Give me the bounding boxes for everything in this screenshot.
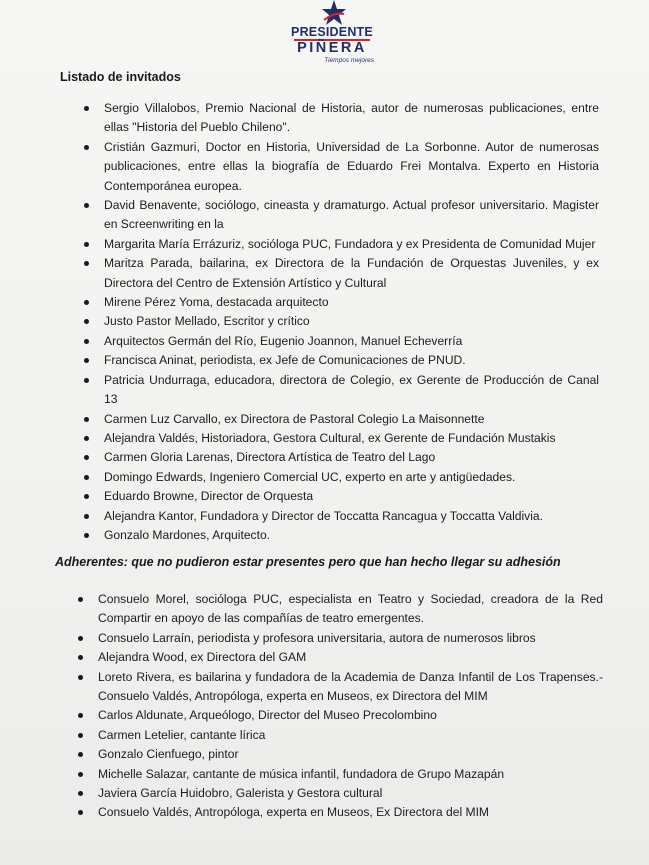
list-item xyxy=(104,99,599,138)
bullet-icon xyxy=(78,713,83,718)
bullet-icon xyxy=(84,300,89,305)
list-item-text: Gonzalo Cienfuego, pintor xyxy=(98,747,239,762)
bullet-icon xyxy=(78,752,83,757)
invitados-list xyxy=(104,99,599,545)
list-item xyxy=(98,745,603,764)
list-item-text: Javiera García Huidobro, Galerista y Gestora cultural xyxy=(98,786,383,801)
list-item xyxy=(104,293,599,312)
list-item xyxy=(98,784,603,803)
list-item-text: Alejandra Wood, ex Directora del GAM xyxy=(98,650,307,665)
list-item-text: Patricia Undurraga, educadora, directora de Colegio, ex Gerente de Producción de Canal 13 xyxy=(104,372,599,407)
list-item xyxy=(98,803,603,822)
list-item-text: Consuelo Larraín, periodista y profesora universitaria, autora de numerosos libros xyxy=(98,630,536,645)
list-item xyxy=(98,629,603,648)
list-item-text: David Benavente, sociólogo, cineasta y dramaturgo. Actual profesor universitario. Magister en Screenwriting en la xyxy=(104,198,599,232)
list-item xyxy=(104,254,599,293)
bullet-icon xyxy=(84,339,89,344)
list-item-text: Margarita María Errázuriz, socióloga PUC, Fundadora y ex Presidenta de Comunidad Mujer xyxy=(104,236,596,251)
list-item-text: Sergio Villalobos, Premio Nacional de Historia, autor de numerosas publicaciones, entre ellas "Historia del Pueblo Chileno". xyxy=(104,101,599,135)
list-item xyxy=(104,196,599,235)
list-item-text: Maritza Parada, bailarina, ex Directora de la Fundación de Orquestas Juveniles, y ex Directora del Centro de Extensión Artístico y Cultural xyxy=(104,256,599,290)
list-item xyxy=(104,351,599,370)
list-item-text: Carmen Luz Carvallo, ex Directora de Pastoral Colegio La Maisonnette xyxy=(104,411,485,426)
list-item xyxy=(104,487,599,506)
list-item xyxy=(104,526,599,545)
bullet-icon xyxy=(84,475,89,480)
list-item-text: Justo Pastor Mellado, Escritor y crítico xyxy=(104,314,310,329)
list-item-text: Loreto Rivera, es bailarina y fundadora de la Academia de Danza Infantil de Los Trapenses.- Consuelo Valdés, Antropóloga, experta en Museos, ex Directora del MIM xyxy=(98,669,603,704)
list-item xyxy=(98,668,603,707)
list-item-text: Arquitectos Germán del Río, Eugenio Joannon, Manuel Echeverría xyxy=(104,333,463,348)
bullet-icon xyxy=(84,319,89,324)
logo-line1: PRESIDENTE xyxy=(291,25,373,39)
list-item-text: Francisca Aninat, periodista, ex Jefe de Comunicaciones de PNUD. xyxy=(104,353,466,368)
list-item xyxy=(98,590,603,629)
list-item xyxy=(98,765,603,784)
bullet-icon xyxy=(78,636,83,641)
list-item-text: Mirene Pérez Yoma, destacada arquitecto xyxy=(104,295,329,310)
list-item xyxy=(104,429,599,448)
bullet-icon xyxy=(84,455,89,460)
logo-line2: PIÑERA xyxy=(297,40,367,56)
bullet-icon xyxy=(84,242,89,247)
bullet-icon xyxy=(78,791,83,796)
bullet-icon xyxy=(84,106,89,111)
list-item-text: Domingo Edwards, Ingeniero Comercial UC, experto en arte y antigüedades. xyxy=(104,469,516,484)
list-item-text: Cristián Gazmuri, Doctor en Historia, Universidad de La Sorbonne. Autor de numerosas publicaciones, entre ellas la biografía de Eduardo Frei Montalva. Experto en Historia Contemporánea europea. xyxy=(104,139,599,193)
list-item xyxy=(104,410,599,429)
list-item xyxy=(98,648,603,667)
section-title-invitados: Listado de invitados xyxy=(60,70,181,84)
bullet-icon xyxy=(78,675,83,680)
section-title-adherentes: Adherentes: que no pudieron estar presentes pero que han hecho llegar su adhesión xyxy=(55,555,561,569)
list-item-text: Carlos Aldunate, Arqueólogo, Director del Museo Precolombino xyxy=(98,708,437,723)
bullet-icon xyxy=(78,655,83,660)
bullet-icon xyxy=(84,378,89,383)
bullet-icon xyxy=(78,733,83,738)
list-item xyxy=(104,448,599,467)
list-item-text: Consuelo Morel, socióloga PUC, especialista en Teatro y Sociedad, creadora de la Red Compartir en apoyo de las compañías de teatro emergentes. xyxy=(98,592,603,626)
bullet-icon xyxy=(84,261,89,266)
list-item xyxy=(98,706,603,725)
list-item xyxy=(104,507,599,526)
list-item-text: Alejandra Kantor, Fundadora y Director de Toccatta Rancagua y Toccatta Valdivia. xyxy=(104,508,543,523)
list-item xyxy=(104,468,599,487)
bullet-icon xyxy=(84,494,89,499)
list-item xyxy=(98,726,603,745)
bullet-icon xyxy=(84,436,89,441)
logo-tagline: Tiempos mejores xyxy=(324,57,374,64)
list-item xyxy=(104,312,599,331)
list-item-text: Alejandra Valdés, Historiadora, Gestora Cultural, ex Gerente de Fundación Mustakis xyxy=(104,430,556,445)
bullet-icon xyxy=(78,772,83,777)
list-item xyxy=(104,235,599,254)
bullet-icon xyxy=(84,358,89,363)
list-item-text: Consuelo Valdés, Antropóloga, experta en Museos, Ex Directora del MIM xyxy=(98,805,490,820)
list-item xyxy=(104,332,599,351)
list-item-text: Eduardo Browne, Director de Orquesta xyxy=(104,489,314,504)
bullet-icon xyxy=(84,203,89,208)
adherentes-list xyxy=(98,590,603,823)
bullet-icon xyxy=(84,417,89,422)
campaign-logo xyxy=(290,0,374,68)
bullet-icon xyxy=(78,810,83,815)
list-item xyxy=(104,138,599,196)
list-item-text: Carmen Gloria Larenas, Directora Artística de Teatro del Lago xyxy=(104,450,436,465)
list-item xyxy=(104,371,599,410)
bullet-icon xyxy=(84,514,89,519)
bullet-icon xyxy=(84,145,89,150)
bullet-icon xyxy=(78,597,83,602)
list-item-text: Carmen Letelier, cantante lírica xyxy=(98,727,266,742)
list-item-text: Michelle Salazar, cantante de música infantil, fundadora de Grupo Mazapán xyxy=(98,766,505,781)
bullet-icon xyxy=(84,533,89,538)
star-icon xyxy=(322,0,346,26)
list-item-text: Gonzalo Mardones, Arquitecto. xyxy=(104,527,271,542)
